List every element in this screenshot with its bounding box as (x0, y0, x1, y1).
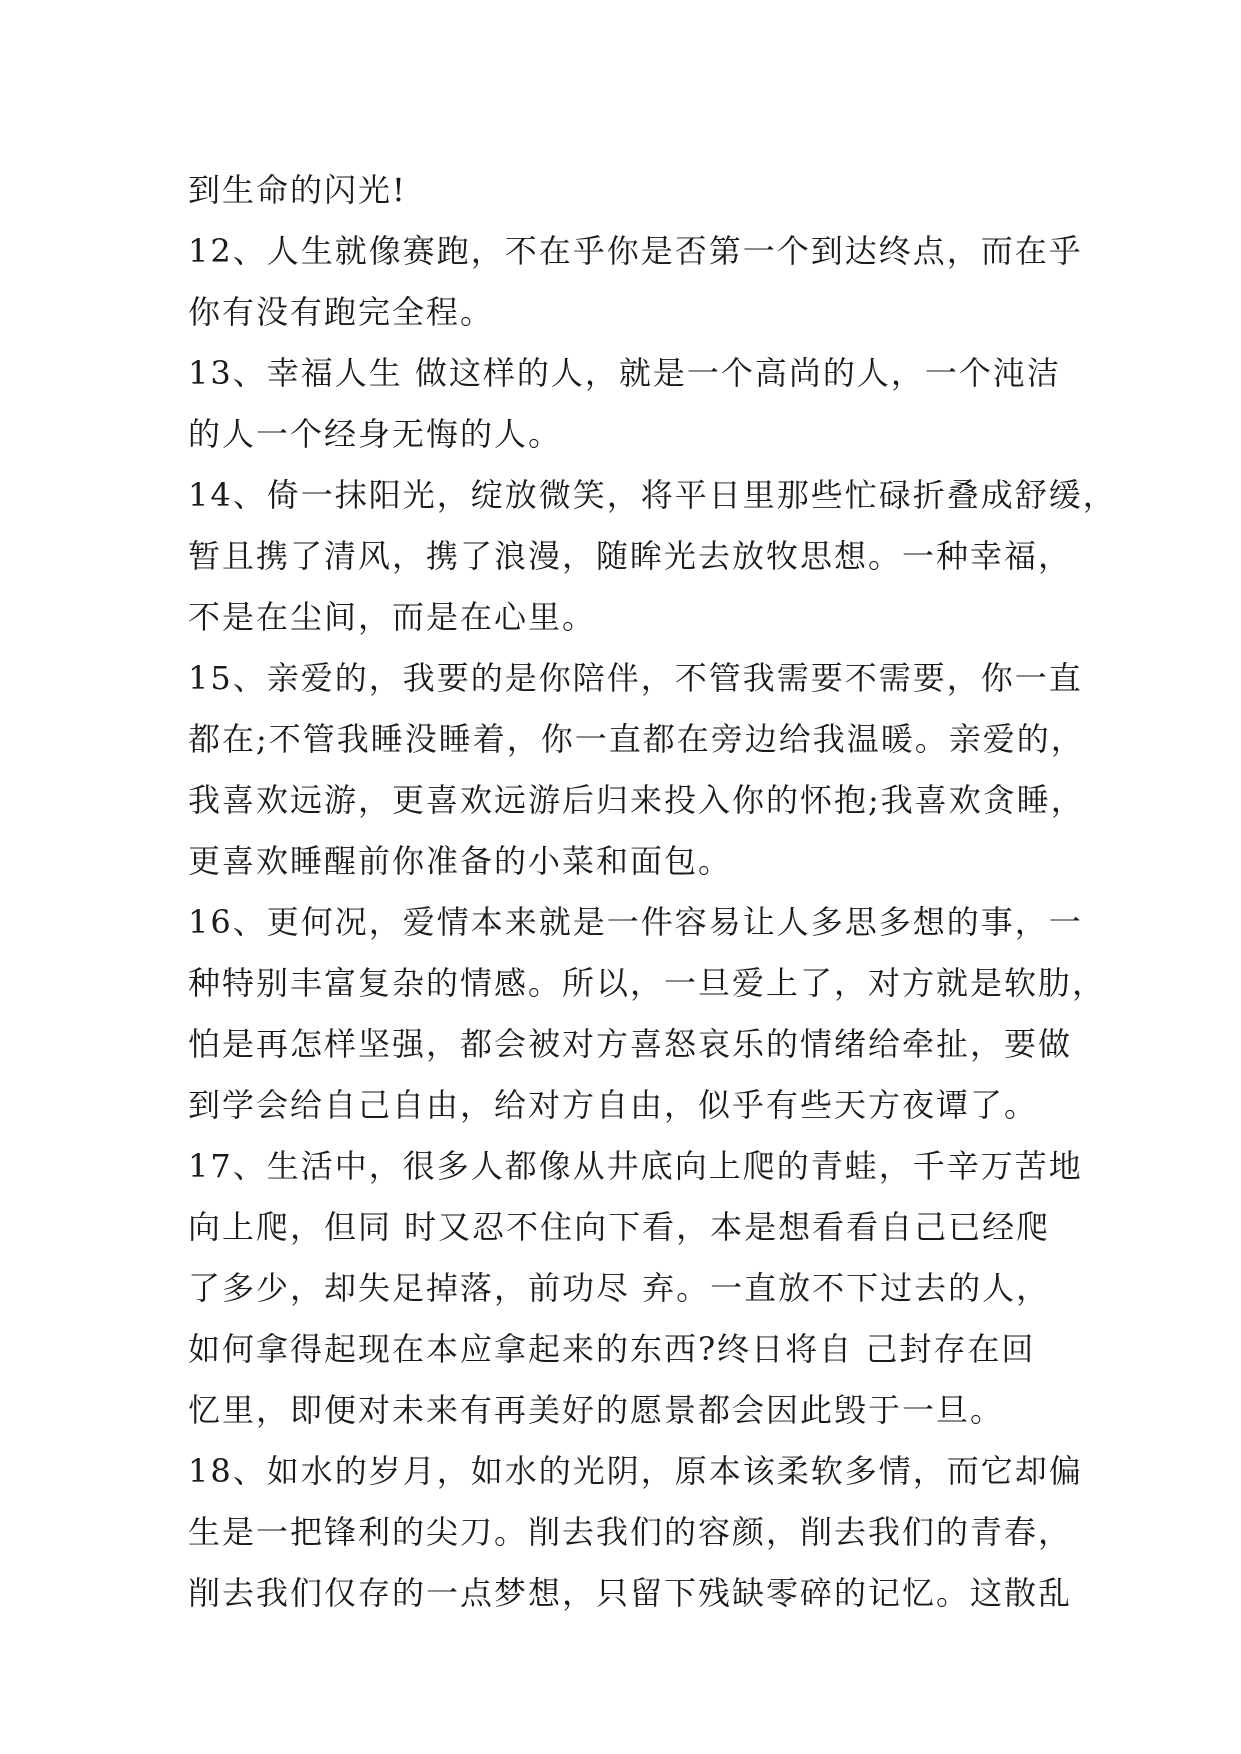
text-line: 16、更何况，爱情本来就是一件容易让人多思多想的事，一 (188, 903, 1083, 941)
body-text (188, 160, 1117, 1624)
text-line: 12、人生就像赛跑，不在乎你是否第一个到达终点，而在乎 (188, 232, 1083, 270)
text-line: 暂且携了清风，携了浪漫，随眸光去放牧思想。一种幸福， (188, 537, 1073, 575)
text-line: 14、倚一抹阳光，绽放微笑，将平日里那些忙碌折叠成舒缓， (188, 476, 1117, 514)
text-line: 我喜欢远游，更喜欢远游后归来投入你的怀抱;我喜欢贪睡， (188, 781, 1085, 819)
text-line: 的人一个经身无悔的人。 (188, 415, 563, 453)
text-line: 都在;不管我睡没睡着，你一直都在旁边给我温暖。亲爱的， (188, 720, 1085, 758)
text-line: 怕是再怎样坚强，都会被对方喜怒哀乐的情绪给牵扯，要做 (188, 1025, 1073, 1063)
text-line: 13、幸福人生 做这样的人，就是一个高尚的人，一个沌洁 (188, 354, 1061, 392)
text-line: 向上爬，但同 时又忍不住向下看，本是想看看自己已经爬 (188, 1208, 1051, 1246)
text-line: 种特别丰富复杂的情感。所以，一旦爱上了，对方就是软肋， (188, 964, 1107, 1002)
text-line: 不是在尘间，而是在心里。 (188, 598, 597, 636)
text-line: 17、生活中，很多人都像从井底向上爬的青蛙，千辛万苦地 (188, 1147, 1083, 1185)
text-line: 削去我们仅存的一点梦想，只留下残缺零碎的记忆。这散乱 (188, 1574, 1073, 1612)
text-line: 到学会给自己自由，给对方自由，似乎有些天方夜谭了。 (188, 1086, 1039, 1124)
text-line: 如何拿得起现在本应拿起来的东西?终日将自 己封存在回 (188, 1330, 1036, 1368)
text-line: 到生命的闪光! (188, 171, 407, 209)
text-line: 你有没有跑完全程。 (188, 293, 495, 331)
text-line: 生是一把锋利的尖刀。削去我们的容颜，削去我们的青春， (188, 1513, 1073, 1551)
text-line: 更喜欢睡醒前你准备的小菜和面包。 (188, 842, 733, 880)
text-line: 15、亲爱的，我要的是你陪伴，不管我需要不需要，你一直 (188, 659, 1083, 697)
text-line: 了多少，却失足掉落，前功尽 弃。一直放不下过去的人， (188, 1269, 1051, 1307)
text-line: 18、如水的岁月，如水的光阴，原本该柔软多情，而它却偏 (188, 1452, 1083, 1490)
text-line: 忆里，即便对未来有再美好的愿景都会因此毁于一旦。 (188, 1391, 1005, 1429)
